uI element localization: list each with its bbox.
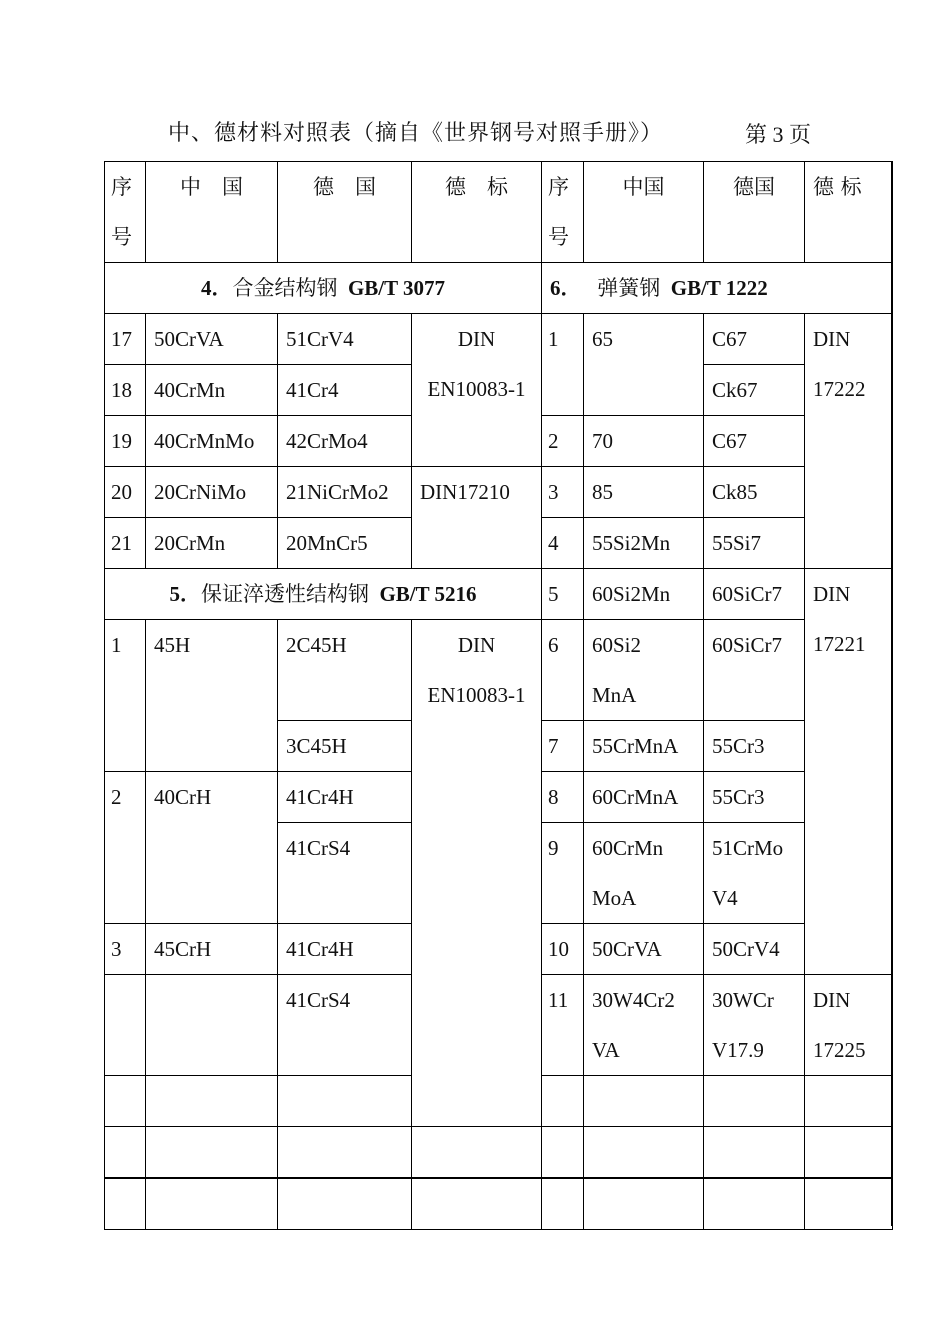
header-seq-2: 序 号 — [542, 162, 584, 263]
cell-germany-2: Ck85 — [704, 467, 805, 518]
section-row — [105, 569, 893, 620]
cell-china: 40CrMnMo — [146, 416, 278, 467]
cell-seq — [105, 975, 146, 1076]
cell-seq-2: 5 — [542, 569, 584, 620]
cell-seq-2: 8 — [542, 772, 584, 823]
header-china: 中 国 — [146, 162, 278, 263]
cell-germany-2: 55Si7 — [704, 518, 805, 569]
cell-china — [146, 975, 278, 1076]
table-row-empty — [105, 1127, 893, 1179]
cell-china-2: 70 — [584, 416, 704, 467]
cell-china: 45CrH — [146, 924, 278, 975]
cell-china: 40CrMn — [146, 365, 278, 416]
cell-german-std: DIN17210 — [412, 467, 542, 569]
cell-seq-2: 7 — [542, 721, 584, 772]
cell-china-2: 60Si2Mn — [584, 569, 704, 620]
cell-germany: 42CrMo4 — [278, 416, 412, 467]
cell-germany: 41CrS4 — [278, 823, 412, 924]
cell-china: 45H — [146, 620, 278, 772]
table-right-border — [891, 161, 893, 1226]
cell-germany: 41Cr4H — [278, 924, 412, 975]
header-germany: 德 国 — [278, 162, 412, 263]
cell-germany-2: 60SiCr7 — [704, 569, 805, 620]
cell-china-2: 50CrVA — [584, 924, 704, 975]
cell-germany-2: 50CrV4 — [704, 924, 805, 975]
document-title: 中、德材料对照表（摘自《世界钢号对照手册》） — [168, 121, 664, 146]
cell-china-2: 60Si2 MnA — [584, 620, 704, 721]
cell-seq: 1 — [105, 620, 146, 772]
header-seq: 序 号 — [105, 162, 146, 263]
section-4-heading: 4．合金结构钢 GB/T 3077 — [105, 263, 542, 314]
cell-germany-2: 51CrMo V4 — [704, 823, 805, 924]
cell-china: 20CrMn — [146, 518, 278, 569]
cell-seq-2: 1 — [542, 314, 584, 416]
cell-seq-2: 10 — [542, 924, 584, 975]
cell-germany: 3C45H — [278, 721, 412, 772]
cell-china-2: 30W4Cr2 VA — [584, 975, 704, 1076]
section-5-heading: 5．保证淬透性结构钢 GB/T 5216 — [105, 569, 542, 620]
cell-seq: 17 — [105, 314, 146, 365]
cell-china-2: 55CrMnA — [584, 721, 704, 772]
table-row — [105, 467, 893, 518]
cell-germany: 21NiCrMo2 — [278, 467, 412, 518]
cell-china-2: 60CrMn MoA — [584, 823, 704, 924]
cell-germany-2: 55Cr3 — [704, 721, 805, 772]
cell-germany-2: 55Cr3 — [704, 772, 805, 823]
cell-china-2: 65 — [584, 314, 704, 416]
section-6-heading: 6． 弹簧钢 GB/T 1222 — [542, 263, 893, 314]
cell-china-2: 55Si2Mn — [584, 518, 704, 569]
material-comparison-table — [104, 161, 893, 1230]
cell-germany-2: 30WCr V17.9 — [704, 975, 805, 1076]
cell-germany-2: C67 — [704, 416, 805, 467]
cell-germany: 41Cr4 — [278, 365, 412, 416]
section-row — [105, 263, 893, 314]
table-row — [105, 314, 893, 365]
cell-seq: 2 — [105, 772, 146, 924]
header-german-std: 德 标 — [412, 162, 542, 263]
cell-german-std-2: DIN 17222 — [805, 314, 893, 569]
cell-seq-2: 3 — [542, 467, 584, 518]
table-row-empty — [105, 1178, 893, 1230]
cell-german-std: DIN EN10083-1 — [412, 620, 542, 1127]
cell-germany-2: 60SiCr7 — [704, 620, 805, 721]
cell-seq-2: 4 — [542, 518, 584, 569]
cell-china-2: 60CrMnA — [584, 772, 704, 823]
cell-germany: 20MnCr5 — [278, 518, 412, 569]
cell-seq: 3 — [105, 924, 146, 975]
cell-seq: 21 — [105, 518, 146, 569]
page-number: 第 3 页 — [745, 122, 812, 147]
cell-seq: 18 — [105, 365, 146, 416]
cell-germany-2: Ck67 — [704, 365, 805, 416]
header-china-2: 中国 — [584, 162, 704, 263]
cell-china-2: 85 — [584, 467, 704, 518]
cell-seq: 19 — [105, 416, 146, 467]
cell-china: 50CrVA — [146, 314, 278, 365]
cell-seq-2: 11 — [542, 975, 584, 1076]
cell-seq-2: 2 — [542, 416, 584, 467]
cell-germany: 41Cr4H — [278, 772, 412, 823]
cell-germany: 51CrV4 — [278, 314, 412, 365]
cell-german-std-2: DIN 17225 — [805, 975, 893, 1076]
cell-seq-2: 6 — [542, 620, 584, 721]
cell-germany: 2C45H — [278, 620, 412, 721]
header-german-std-2: 德 标 — [805, 162, 893, 263]
cell-germany-2: C67 — [704, 314, 805, 365]
cell-china: 20CrNiMo — [146, 467, 278, 518]
cell-seq-2: 9 — [542, 823, 584, 924]
cell-seq: 20 — [105, 467, 146, 518]
header-germany-2: 德国 — [704, 162, 805, 263]
cell-german-std-2: DIN 17221 — [805, 569, 893, 975]
cell-germany: 41CrS4 — [278, 975, 412, 1076]
cell-china: 40CrH — [146, 772, 278, 924]
cell-german-std: DIN EN10083-1 — [412, 314, 542, 467]
